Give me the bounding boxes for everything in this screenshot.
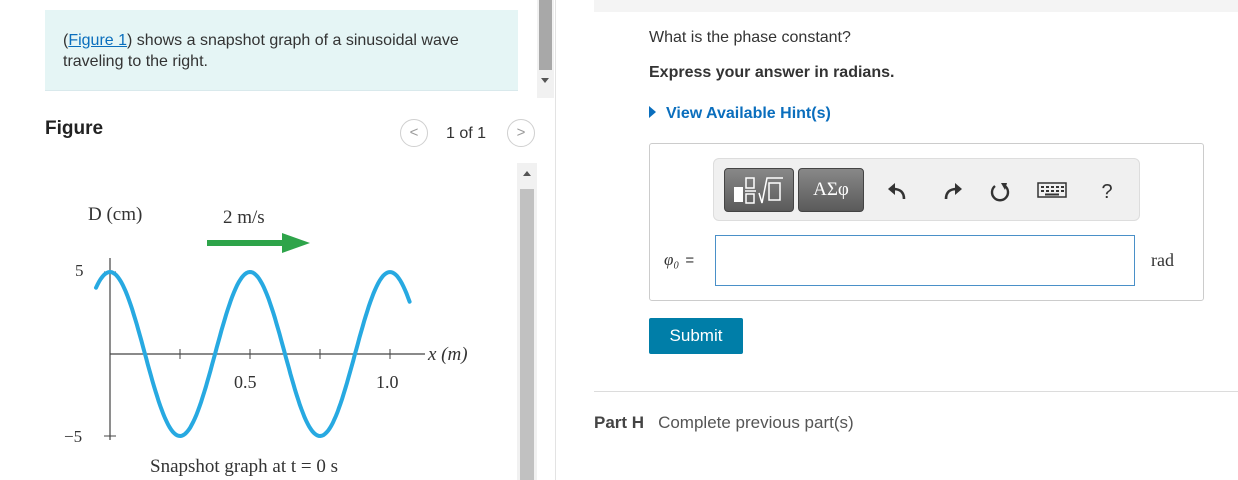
templates-icon: [725, 169, 793, 211]
greek-symbols-button[interactable]: ΑΣφ: [798, 168, 864, 212]
part-separator: [594, 391, 1238, 392]
intro-scrollbar[interactable]: [537, 0, 554, 98]
intro-scroll-thumb[interactable]: [539, 0, 552, 70]
x-tick-label-1.0: 1.0: [376, 372, 399, 392]
next-figure-button[interactable]: [507, 119, 535, 147]
caret-right-icon: [649, 106, 656, 118]
previous-part-bar: [594, 0, 1238, 12]
figure-link[interactable]: Figure 1: [68, 32, 128, 49]
figure-pager-count: 1 of 1: [446, 125, 487, 142]
prev-figure-button[interactable]: [400, 119, 428, 147]
velocity-arrow-head: [282, 233, 310, 253]
intro-box: [45, 10, 518, 91]
figure-scroll-thumb[interactable]: [520, 189, 534, 480]
part-h-label: Part H: [594, 413, 645, 432]
keyboard-button[interactable]: [1037, 181, 1067, 203]
figure-scrollbar[interactable]: [517, 163, 537, 480]
phi-symbol: φ₀: [664, 250, 680, 269]
pane-divider[interactable]: [555, 0, 556, 480]
view-hints-label: View Available Hint(s): [666, 105, 831, 122]
chevron-right-icon: >: [516, 124, 526, 141]
phi-label: [664, 250, 694, 270]
x-tick-label-0.5: 0.5: [234, 372, 257, 392]
part-h-row[interactable]: [594, 413, 854, 433]
intro-body: ) shows a snapshot graph of a sinusoidal wave traveling to the right.: [63, 32, 459, 70]
undo-icon: [885, 181, 909, 203]
templates-button[interactable]: [724, 168, 794, 212]
submit-button[interactable]: Submit: [649, 318, 743, 354]
equals-sign: =: [685, 252, 695, 269]
graph-caption: Snapshot graph at t = 0 s: [150, 456, 339, 477]
x-axis-label: x (m): [428, 344, 468, 365]
figure-title: Figure: [45, 118, 104, 139]
chevron-left-icon: <: [409, 124, 419, 141]
intro-paren: (: [63, 32, 69, 49]
y-tick-label-pos: 5: [75, 261, 84, 280]
snapshot-graph: [60, 190, 500, 480]
redo-icon: [941, 181, 965, 203]
part-h-status: Complete previous part(s): [658, 413, 854, 432]
help-button[interactable]: ?: [1101, 181, 1113, 203]
math-toolbar: [713, 158, 1140, 221]
redo-button[interactable]: [940, 181, 966, 203]
keyboard-icon: [1037, 181, 1067, 199]
question-prompt: What is the phase constant?: [649, 29, 851, 46]
intro-text: [63, 30, 493, 72]
phase-constant-input[interactable]: [715, 235, 1135, 286]
scroll-up-arrow-icon[interactable]: [523, 171, 531, 176]
y-axis-label: D (cm): [88, 204, 143, 225]
scroll-down-arrow-icon[interactable]: [541, 78, 549, 83]
reset-button[interactable]: [987, 181, 1013, 203]
unit-label: rad: [1151, 250, 1174, 270]
undo-button[interactable]: [884, 181, 910, 203]
y-tick-label-neg: −5: [64, 427, 83, 446]
reset-icon: [988, 181, 1012, 205]
view-hints-link[interactable]: [649, 105, 831, 123]
answer-instruction: Express your answer in radians.: [649, 64, 895, 81]
velocity-label: 2 m/s: [223, 207, 265, 228]
